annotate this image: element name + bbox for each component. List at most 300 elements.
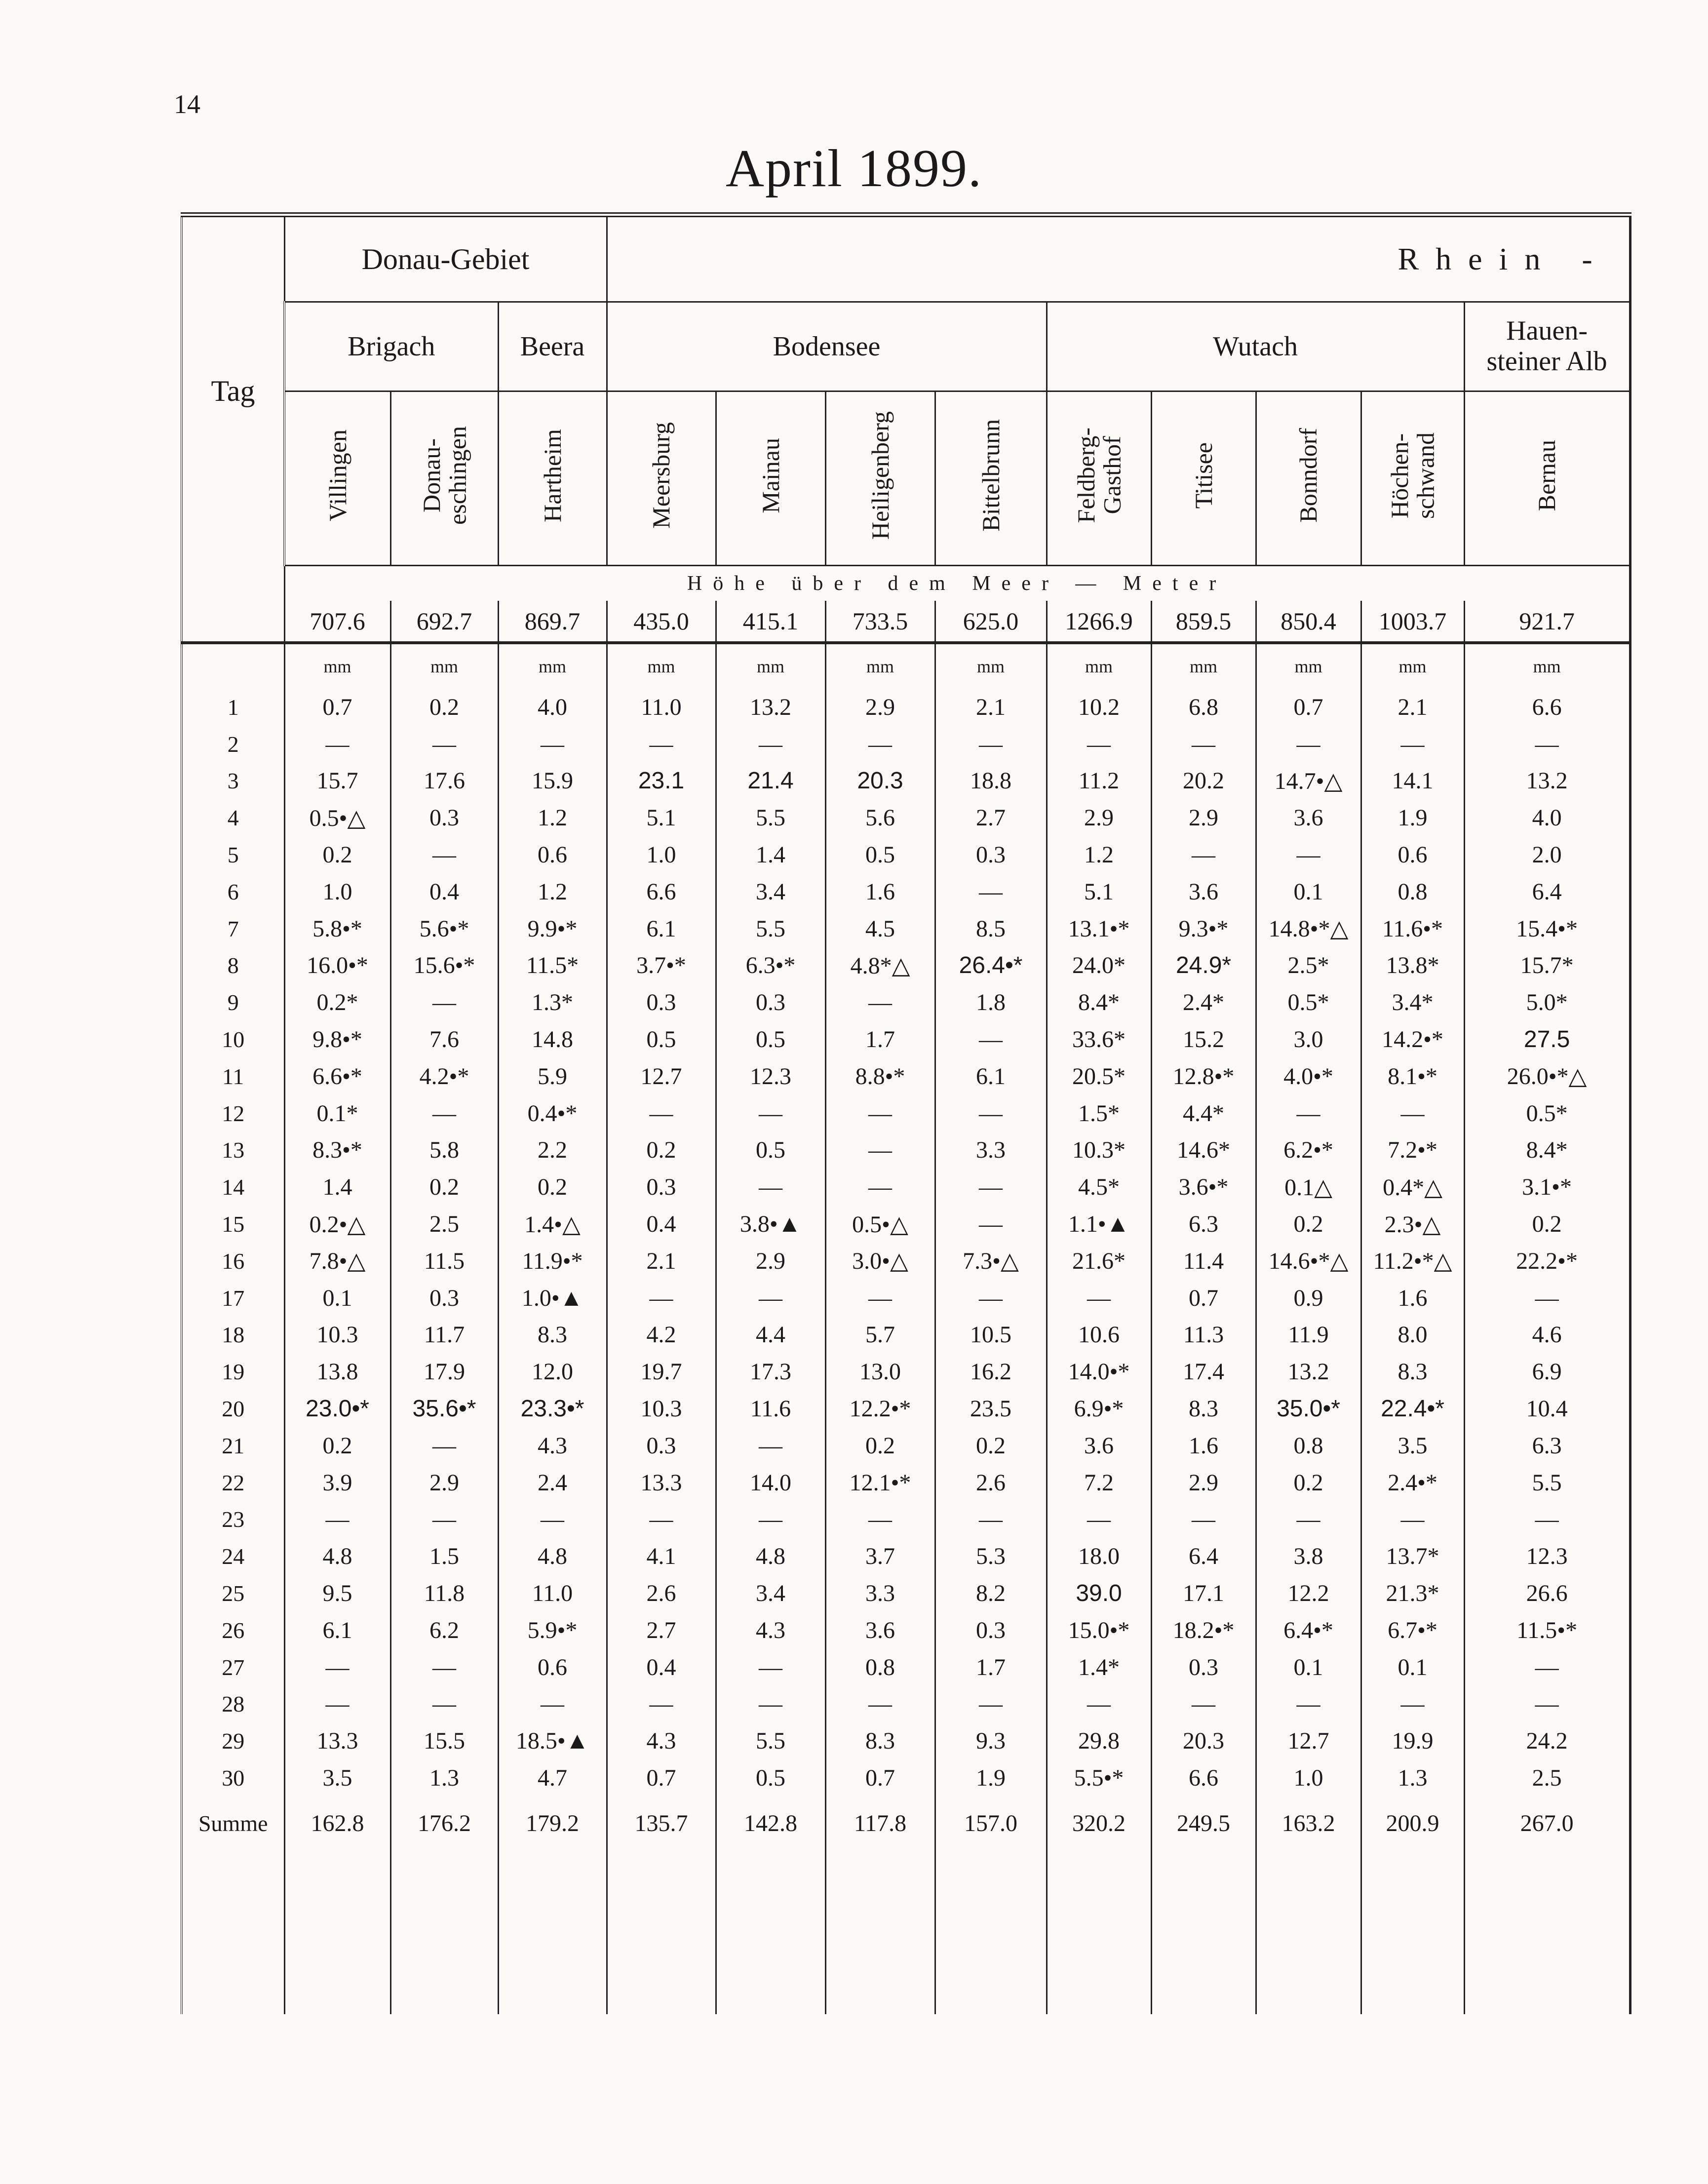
precipitation-value: 6.8	[1151, 689, 1256, 726]
day-number: 9	[182, 984, 284, 1021]
precipitation-value: 11.9•*	[498, 1243, 607, 1280]
precipitation-value: 26.4•*	[935, 947, 1047, 984]
day-number: 4	[182, 799, 284, 836]
precipitation-value: 18.8	[935, 763, 1047, 800]
day-number: 21	[182, 1427, 284, 1464]
day-number: 28	[182, 1686, 284, 1723]
station-name: Bittelbrunn	[976, 419, 1005, 532]
precipitation-value: 4.0	[1464, 799, 1630, 836]
precipitation-value: 6.1	[935, 1058, 1047, 1095]
precipitation-value: 11.7	[390, 1317, 498, 1354]
precipitation-value: 7.2	[1047, 1464, 1151, 1501]
station-header	[1464, 391, 1630, 566]
summe-value: 320.2	[1047, 1796, 1151, 1851]
precipitation-value: 10.6	[1047, 1317, 1151, 1354]
station-name: Mainau	[756, 437, 784, 513]
day-number: 23	[182, 1501, 284, 1538]
precipitation-value: 4.8*△	[825, 947, 935, 984]
precipitation-value: 15.0•*	[1047, 1612, 1151, 1649]
table-row	[182, 726, 1630, 763]
precipitation-value: 8.5	[935, 910, 1047, 947]
precipitation-value: —	[935, 1169, 1047, 1206]
precipitation-value: 23.1	[607, 763, 716, 800]
precipitation-value: 4.6	[1464, 1317, 1630, 1354]
table-row	[182, 1280, 1630, 1317]
day-number: 5	[182, 836, 284, 873]
precipitation-value: 9.3•*	[1151, 910, 1256, 947]
station-header	[498, 391, 607, 566]
precipitation-value: 1.4	[716, 836, 825, 873]
precipitation-value: 13.3	[607, 1464, 716, 1501]
precipitation-value: 3.3	[935, 1132, 1047, 1169]
station-header	[1361, 391, 1464, 566]
precipitation-value: 0.3	[390, 799, 498, 836]
precipitation-value: 6.6	[1464, 689, 1630, 726]
precipitation-value: 1.3	[1361, 1759, 1464, 1796]
day-number: 12	[182, 1095, 284, 1132]
precipitation-value: —	[1047, 1686, 1151, 1723]
precipitation-value: 21.4	[716, 763, 825, 800]
precipitation-value: —	[1256, 1501, 1361, 1538]
precipitation-value: 7.6	[390, 1021, 498, 1058]
unit-label: mm	[1151, 643, 1256, 689]
precipitation-value: 17.4	[1151, 1353, 1256, 1390]
summe-value: 162.8	[284, 1796, 390, 1851]
precipitation-value: —	[1464, 1686, 1630, 1723]
precipitation-value: —	[284, 1649, 390, 1686]
rhein-header: Rhein -	[607, 215, 1630, 302]
precipitation-value: 6.2	[390, 1612, 498, 1649]
precipitation-value: —	[607, 1095, 716, 1132]
precipitation-value: 35.0•*	[1256, 1390, 1361, 1427]
precipitation-value: 15.5	[390, 1722, 498, 1759]
precipitation-value: 18.5•▲	[498, 1722, 607, 1759]
precipitation-value: 0.2	[935, 1427, 1047, 1464]
precipitation-value: 11.3	[1151, 1317, 1256, 1354]
river-hauensteiner-alb: Hauen- steiner Alb	[1464, 302, 1630, 391]
precipitation-value: 2.0	[1464, 836, 1630, 873]
blank-cell	[716, 1851, 825, 2014]
precipitation-value: 14.6•*△	[1256, 1243, 1361, 1280]
precipitation-value: 1.5	[390, 1538, 498, 1575]
precipitation-value: 23.0•*	[284, 1390, 390, 1427]
precipitation-value: 9.9•*	[498, 910, 607, 947]
precipitation-value: 6.6	[1151, 1759, 1256, 1796]
day-number: 22	[182, 1464, 284, 1501]
precipitation-value: 5.5•*	[1047, 1759, 1151, 1796]
precipitation-value: 5.6	[825, 799, 935, 836]
unit-spacer	[182, 643, 284, 689]
station-altitude: 733.5	[825, 601, 935, 643]
precipitation-value: 0.5	[716, 1132, 825, 1169]
precipitation-value: 0.2*	[284, 984, 390, 1021]
precipitation-value: 0.1	[1256, 1649, 1361, 1686]
station-header	[825, 391, 935, 566]
precipitation-value: 39.0	[1047, 1575, 1151, 1612]
precipitation-value: 14.7•△	[1256, 763, 1361, 800]
precipitation-value: 1.0	[284, 873, 390, 910]
station-name: Meersburg	[647, 422, 675, 529]
table-row	[182, 1464, 1630, 1501]
precipitation-value: 2.1	[1361, 689, 1464, 726]
day-number: 20	[182, 1390, 284, 1427]
table-row	[182, 799, 1630, 836]
precipitation-value: 3.6	[825, 1612, 935, 1649]
station-altitude: 921.7	[1464, 601, 1630, 643]
precipitation-value: 14.0•*	[1047, 1353, 1151, 1390]
precipitation-value: 3.0	[1256, 1021, 1361, 1058]
precipitation-value: 11.0	[607, 689, 716, 726]
day-number: 13	[182, 1132, 284, 1169]
precipitation-value: —	[716, 726, 825, 763]
station-altitude: 1266.9	[1047, 601, 1151, 643]
precipitation-value: 2.7	[935, 799, 1047, 836]
precipitation-value: —	[825, 726, 935, 763]
precipitation-value: 0.5*	[1256, 984, 1361, 1021]
precipitation-value: 12.3	[716, 1058, 825, 1095]
precipitation-value: 0.3	[607, 984, 716, 1021]
precipitation-value: 2.4	[498, 1464, 607, 1501]
precipitation-value: 2.6	[935, 1464, 1047, 1501]
precipitation-value: 0.5	[607, 1021, 716, 1058]
precipitation-value: 18.2•*	[1151, 1612, 1256, 1649]
table-row	[182, 910, 1630, 947]
precipitation-value: 8.0	[1361, 1317, 1464, 1354]
precipitation-value: —	[825, 1169, 935, 1206]
precipitation-value: 19.9	[1361, 1722, 1464, 1759]
blank-cell	[1464, 1851, 1630, 2014]
precipitation-value: —	[716, 1169, 825, 1206]
precipitation-value: 8.3	[825, 1722, 935, 1759]
station-header	[1047, 391, 1151, 566]
unit-label: mm	[1256, 643, 1361, 689]
precipitation-value: —	[607, 1501, 716, 1538]
precipitation-value: 4.7	[498, 1759, 607, 1796]
blank-cell	[825, 1851, 935, 2014]
precipitation-value: 1.3*	[498, 984, 607, 1021]
precipitation-value: —	[716, 1095, 825, 1132]
unit-label: mm	[607, 643, 716, 689]
precipitation-value: 12.0	[498, 1353, 607, 1390]
precipitation-value: —	[825, 1095, 935, 1132]
precipitation-value: 11.8	[390, 1575, 498, 1612]
table-row	[182, 1353, 1630, 1390]
day-number: 27	[182, 1649, 284, 1686]
precipitation-value: 4.2•*	[390, 1058, 498, 1095]
precipitation-value: 15.6•*	[390, 947, 498, 984]
station-header	[607, 391, 716, 566]
precipitation-value: 0.4	[390, 873, 498, 910]
blank-cell	[1256, 1851, 1361, 2014]
precipitation-value: 7.2•*	[1361, 1132, 1464, 1169]
precipitation-value: —	[390, 1501, 498, 1538]
precipitation-value: 4.5	[825, 910, 935, 947]
precipitation-value: 11.6•*	[1361, 910, 1464, 947]
table-row	[182, 1058, 1630, 1095]
precipitation-value: 0.3	[1151, 1649, 1256, 1686]
precipitation-value: 17.1	[1151, 1575, 1256, 1612]
river-wutach: Wutach	[1047, 302, 1464, 391]
table-row	[182, 836, 1630, 873]
precipitation-value: 6.2•*	[1256, 1132, 1361, 1169]
precipitation-value: 2.5*	[1256, 947, 1361, 984]
precipitation-value: 17.6	[390, 763, 498, 800]
precipitation-value: 15.9	[498, 763, 607, 800]
page-title: April 1899.	[726, 139, 982, 198]
precipitation-value: 2.9	[1047, 799, 1151, 836]
precipitation-value: 14.8•*△	[1256, 910, 1361, 947]
precipitation-value: 5.9•*	[498, 1612, 607, 1649]
precipitation-value: —	[1361, 1686, 1464, 1723]
precipitation-value: 0.3	[935, 1612, 1047, 1649]
precipitation-value: 8.2	[935, 1575, 1047, 1612]
station-header	[935, 391, 1047, 566]
precipitation-value: 5.7	[825, 1317, 935, 1354]
station-altitude: 859.5	[1151, 601, 1256, 643]
precipitation-value: 3.6	[1256, 799, 1361, 836]
precipitation-value: 8.8•*	[825, 1058, 935, 1095]
day-number: 7	[182, 910, 284, 947]
day-number: 6	[182, 873, 284, 910]
precipitation-value: —	[1464, 1649, 1630, 1686]
precipitation-value: 2.9	[1151, 1464, 1256, 1501]
precipitation-value: 4.8	[716, 1538, 825, 1575]
precipitation-value: 1.2	[498, 873, 607, 910]
precipitation-value: 13.8	[284, 1353, 390, 1390]
precipitation-value: —	[1464, 1280, 1630, 1317]
blank-cell	[1047, 1851, 1151, 2014]
precipitation-value: 29.8	[1047, 1722, 1151, 1759]
day-number: 29	[182, 1722, 284, 1759]
blank-cell	[182, 1851, 284, 2014]
precipitation-value: 3.4	[716, 1575, 825, 1612]
precipitation-value: 6.6•*	[284, 1058, 390, 1095]
precipitation-value: 0.2	[1256, 1464, 1361, 1501]
precipitation-value: 3.4	[716, 873, 825, 910]
precipitation-value: 9.8•*	[284, 1021, 390, 1058]
precipitation-value: —	[1151, 1501, 1256, 1538]
precipitation-value: 0.2	[284, 836, 390, 873]
precipitation-value: 12.3	[1464, 1538, 1630, 1575]
precipitation-value: 2.4•*	[1361, 1464, 1464, 1501]
table-row	[182, 763, 1630, 800]
station-altitude: 850.4	[1256, 601, 1361, 643]
precipitation-value: 14.0	[716, 1464, 825, 1501]
precipitation-value: —	[825, 1132, 935, 1169]
precipitation-value: 4.2	[607, 1317, 716, 1354]
day-number: 19	[182, 1353, 284, 1390]
precipitation-value: 6.7•*	[1361, 1612, 1464, 1649]
table-row	[182, 1538, 1630, 1575]
precipitation-value: 3.8	[1256, 1538, 1361, 1575]
precipitation-value: 1.4*	[1047, 1649, 1151, 1686]
day-number: 30	[182, 1759, 284, 1796]
precipitation-value: 0.5	[825, 836, 935, 873]
precipitation-value: 0.9	[1256, 1280, 1361, 1317]
precipitation-value: 21.6*	[1047, 1243, 1151, 1280]
precipitation-value: 10.3*	[1047, 1132, 1151, 1169]
precipitation-value: 16.0•*	[284, 947, 390, 984]
precipitation-value: —	[1047, 726, 1151, 763]
precipitation-value: 3.5	[1361, 1427, 1464, 1464]
precipitation-value: 5.8	[390, 1132, 498, 1169]
precipitation-value: 13.8*	[1361, 947, 1464, 984]
precipitation-value: 1.9	[1361, 799, 1464, 836]
station-name: Hartheim	[538, 429, 566, 522]
precipitation-value: —	[284, 1686, 390, 1723]
summe-value: 200.9	[1361, 1796, 1464, 1851]
precipitation-value: 26.0•*△	[1464, 1058, 1630, 1095]
precipitation-value: 3.3	[825, 1575, 935, 1612]
precipitation-value: 6.9•*	[1047, 1390, 1151, 1427]
precipitation-value: 3.6•*	[1151, 1169, 1256, 1206]
station-header	[390, 391, 498, 566]
precipitation-value: 20.3	[825, 763, 935, 800]
table-row	[182, 1722, 1630, 1759]
precipitation-value: 0.7	[1256, 689, 1361, 726]
summe-value: 142.8	[716, 1796, 825, 1851]
precipitation-value: —	[935, 1501, 1047, 1538]
table-row	[182, 873, 1630, 910]
day-number: 14	[182, 1169, 284, 1206]
precipitation-value: 0.3	[607, 1169, 716, 1206]
precipitation-value: 8.4*	[1464, 1132, 1630, 1169]
table-row	[182, 1390, 1630, 1427]
summe-row	[182, 1796, 1630, 1851]
unit-label: mm	[390, 643, 498, 689]
precipitation-value: —	[498, 1501, 607, 1538]
precipitation-value: 0.1△	[1256, 1169, 1361, 1206]
precipitation-value: 2.9	[390, 1464, 498, 1501]
precipitation-value: —	[825, 1280, 935, 1317]
precipitation-value: —	[390, 984, 498, 1021]
precipitation-value: —	[935, 1686, 1047, 1723]
precipitation-value: —	[607, 1280, 716, 1317]
precipitation-value: 2.9	[825, 689, 935, 726]
precipitation-value: 4.5*	[1047, 1169, 1151, 1206]
precipitation-value: 1.2	[1047, 836, 1151, 873]
donau-gebiet-header: Donau-Gebiet	[284, 215, 607, 302]
precipitation-value: 0.1*	[284, 1095, 390, 1132]
precipitation-value: 4.4*	[1151, 1095, 1256, 1132]
precipitation-value: 3.6	[1151, 873, 1256, 910]
precipitation-value: 2.7	[607, 1612, 716, 1649]
precipitation-value: 1.3	[390, 1759, 498, 1796]
station-altitude: 415.1	[716, 601, 825, 643]
table-row	[182, 947, 1630, 984]
table-row	[182, 1686, 1630, 1723]
precipitation-value: —	[716, 1686, 825, 1723]
precipitation-value: —	[1256, 726, 1361, 763]
precipitation-value: 11.5•*	[1464, 1612, 1630, 1649]
precipitation-value: 2.5	[390, 1206, 498, 1243]
precipitation-value: 4.3	[498, 1427, 607, 1464]
table-row	[182, 1759, 1630, 1796]
precipitation-value: 0.1	[1361, 1649, 1464, 1686]
day-number: 15	[182, 1206, 284, 1243]
precipitation-value: 0.8	[825, 1649, 935, 1686]
precipitation-value: 2.2	[498, 1132, 607, 1169]
blank-cell	[498, 1851, 607, 2014]
table-row	[182, 1575, 1630, 1612]
precipitation-value: 0.5	[716, 1759, 825, 1796]
precipitation-value: 13.2	[716, 689, 825, 726]
precipitation-value: 1.7	[825, 1021, 935, 1058]
altitude-caption: Höhe über dem Meer — Meter	[284, 566, 1630, 601]
table-row	[182, 1021, 1630, 1058]
precipitation-value: —	[1361, 1095, 1464, 1132]
precipitation-value: —	[935, 726, 1047, 763]
precipitation-value: 20.2	[1151, 763, 1256, 800]
precipitation-value: 5.6•*	[390, 910, 498, 947]
precipitation-value: 0.5•△	[825, 1206, 935, 1243]
precipitation-value: 2.9	[716, 1243, 825, 1280]
precipitation-value: 12.7	[1256, 1722, 1361, 1759]
precipitation-value: 0.3	[607, 1427, 716, 1464]
precipitation-value: 0.2•△	[284, 1206, 390, 1243]
page-number: 14	[174, 89, 200, 119]
precipitation-value: 24.0*	[1047, 947, 1151, 984]
summe-value: 135.7	[607, 1796, 716, 1851]
precipitation-value: 3.6	[1047, 1427, 1151, 1464]
precipitation-value: 0.4*△	[1361, 1169, 1464, 1206]
summe-value: 157.0	[935, 1796, 1047, 1851]
precipitation-value: 0.2	[284, 1427, 390, 1464]
precipitation-value: 19.7	[607, 1353, 716, 1390]
precipitation-value: —	[825, 1686, 935, 1723]
precipitation-value: 0.8	[1256, 1427, 1361, 1464]
unit-label: mm	[935, 643, 1047, 689]
precipitation-value: —	[390, 726, 498, 763]
precipitation-value: 3.1•*	[1464, 1169, 1630, 1206]
river-brigach: Brigach	[284, 302, 498, 391]
summe-value: 117.8	[825, 1796, 935, 1851]
precipitation-value: 5.8•*	[284, 910, 390, 947]
precipitation-value: 3.5	[284, 1759, 390, 1796]
blank-cell	[1151, 1851, 1256, 2014]
precipitation-value: 1.6	[1361, 1280, 1464, 1317]
precipitation-value: —	[1151, 1686, 1256, 1723]
table-row	[182, 1427, 1630, 1464]
precipitation-value: 4.3	[607, 1722, 716, 1759]
precipitation-value: 27.5	[1464, 1021, 1630, 1058]
precipitation-value: 15.4•*	[1464, 910, 1630, 947]
precipitation-value: 5.5	[1464, 1464, 1630, 1501]
precipitation-value: 14.8	[498, 1021, 607, 1058]
station-header	[1151, 391, 1256, 566]
precipitation-value: 0.3	[935, 836, 1047, 873]
precipitation-value: —	[1361, 1501, 1464, 1538]
precipitation-value: 0.7	[607, 1759, 716, 1796]
table-row	[182, 1132, 1630, 1169]
precipitation-value: 14.6*	[1151, 1132, 1256, 1169]
summe-label: Summe	[182, 1796, 284, 1851]
precipitation-value: 15.7*	[1464, 947, 1630, 984]
precipitation-value: 0.1	[1256, 873, 1361, 910]
river-bodensee: Bodensee	[607, 302, 1047, 391]
station-name: Villingen	[323, 429, 351, 521]
precipitation-value: 24.9*	[1151, 947, 1256, 984]
river-beera: Beera	[498, 302, 607, 391]
precipitation-value: 5.5	[716, 799, 825, 836]
station-altitude: 1003.7	[1361, 601, 1464, 643]
precipitation-value: 1.0	[1256, 1759, 1361, 1796]
precipitation-value: 26.6	[1464, 1575, 1630, 1612]
precipitation-value: 10.4	[1464, 1390, 1630, 1427]
summe-value: 176.2	[390, 1796, 498, 1851]
precipitation-value: —	[935, 1206, 1047, 1243]
precipitation-value: —	[607, 1686, 716, 1723]
